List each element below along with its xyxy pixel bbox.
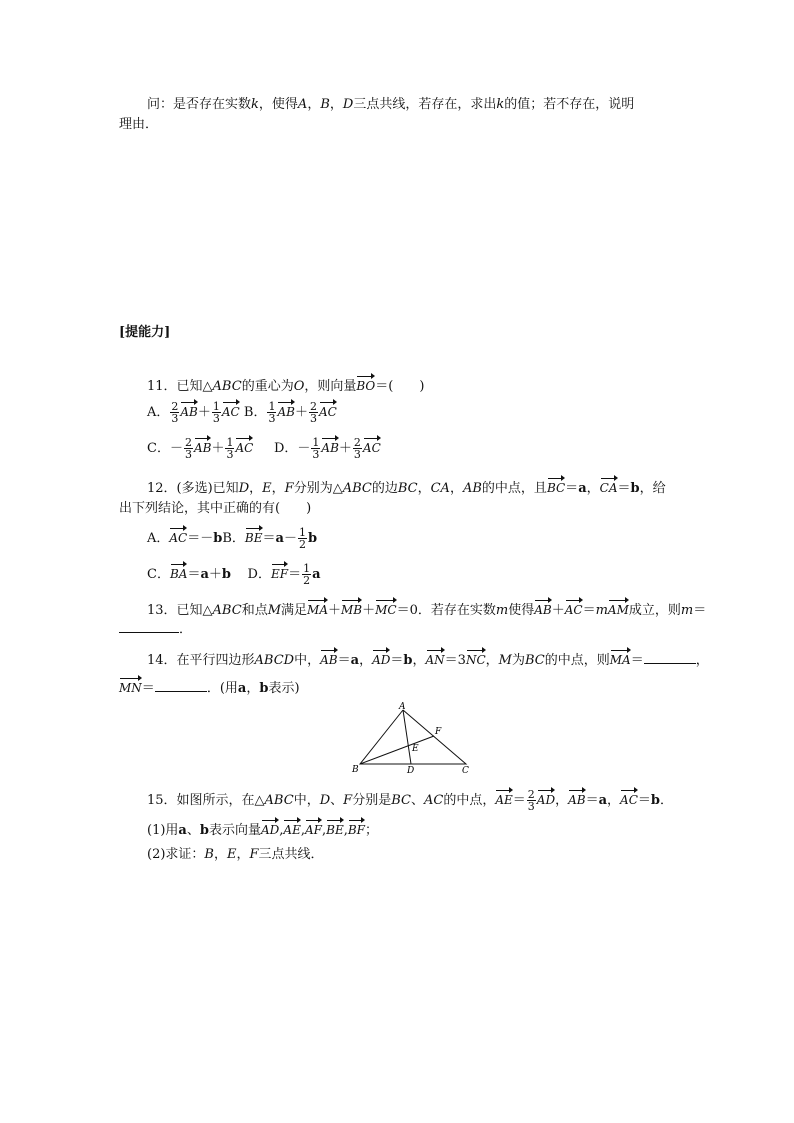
q15-stem: 15．如图所示，在△ABC中，D、F分别是BC、AC的中点，AE＝ $\frac{2}{3}$ AD，AB＝a，AC＝b． (147, 788, 674, 813)
fraction: $\frac{1}{2}$ (303, 562, 311, 587)
q14-stem: 14．在平行四边形ABCD中，AB＝a，AD＝b，AN＝3NC，M为BC的中点，则MA＝ ， (147, 648, 709, 670)
fraction: $\frac{1}{3}$ (226, 436, 234, 461)
fraction: $\frac{1}{3}$ (268, 400, 276, 425)
q12-options-row1: A．AC＝－bB．BE＝a－ $\frac{1}{2}$ b (147, 526, 318, 551)
q14-stem-line2: MN＝ ．(用a，b表示) (119, 676, 300, 698)
q11-stem: 11．已知△ABC的重心为O，则向量BO＝( ) (147, 374, 424, 396)
fraction: $\frac{2}{3}$ (171, 400, 179, 425)
label-C: C (462, 766, 469, 776)
q13-stem: 13．已知△ABC和点M满足MA＋MB＋MC＝0．若存在实数m使得AB＋AC＝mAM成立，则m＝ (147, 598, 706, 620)
vector-BO: BO (356, 374, 375, 392)
triangle-ABC (360, 710, 466, 764)
q12-options-row2: C．BA＝a＋b D．EF＝ $\frac{1}{2}$ a (147, 562, 321, 587)
median-AD (403, 710, 411, 764)
q11-options-row2: C．－ $\frac{2}{3}$ AB＋ $\frac{1}{3}$ AC D．－ $\frac{1}{3}$ AB＋ $\frac{2}{3}$ AC (147, 436, 381, 461)
section-title: [提能力] (119, 325, 171, 340)
fraction: $\frac{2}{3}$ (353, 436, 361, 461)
label-E: E (412, 744, 419, 754)
label-B: B (352, 765, 359, 775)
q15-part2: (2)求证：B，E，F三点共线． (147, 847, 324, 862)
q12-stem-line2: 出下列结论，其中正确的有( ) (119, 501, 312, 516)
label-D: D (407, 766, 415, 776)
q11-options-row1: A． $\frac{2}{3}$ AB＋ $\frac{1}{3}$ AC B． $\frac{1}{3}$ AB＋ $\frac{2}{3}$ AC (147, 400, 337, 425)
triangle-figure (348, 700, 478, 776)
q13-answer-line: ． (119, 620, 192, 639)
q10-line2: 理由． (119, 117, 159, 132)
fraction: $\frac{1}{3}$ (212, 400, 220, 425)
fraction: $\frac{1}{2}$ (298, 526, 306, 551)
q10-line1: 问：是否存在实数k，使得A，B，D三点共线，若存在，求出k的值；若不存在，说明 (147, 97, 635, 112)
fraction: $\frac{2}{3}$ (527, 788, 535, 813)
label-F: F (435, 727, 442, 737)
answer-blank[interactable] (644, 651, 696, 664)
label-A: A (399, 702, 406, 712)
fraction: $\frac{2}{3}$ (184, 436, 192, 461)
q12-stem-line1: 12．(多选)已知D，E，F分别为△ABC的边BC，CA，AB的中点，且BC＝a，CA＝b，给 (147, 476, 666, 498)
answer-blank[interactable] (119, 620, 179, 633)
q15-part1: (1)用a、b表示向量AD,AE,AF,BE,BF； (147, 818, 378, 840)
fraction: $\frac{2}{3}$ (309, 400, 317, 425)
answer-blank[interactable] (155, 679, 207, 692)
fraction: $\frac{1}{3}$ (312, 436, 320, 461)
